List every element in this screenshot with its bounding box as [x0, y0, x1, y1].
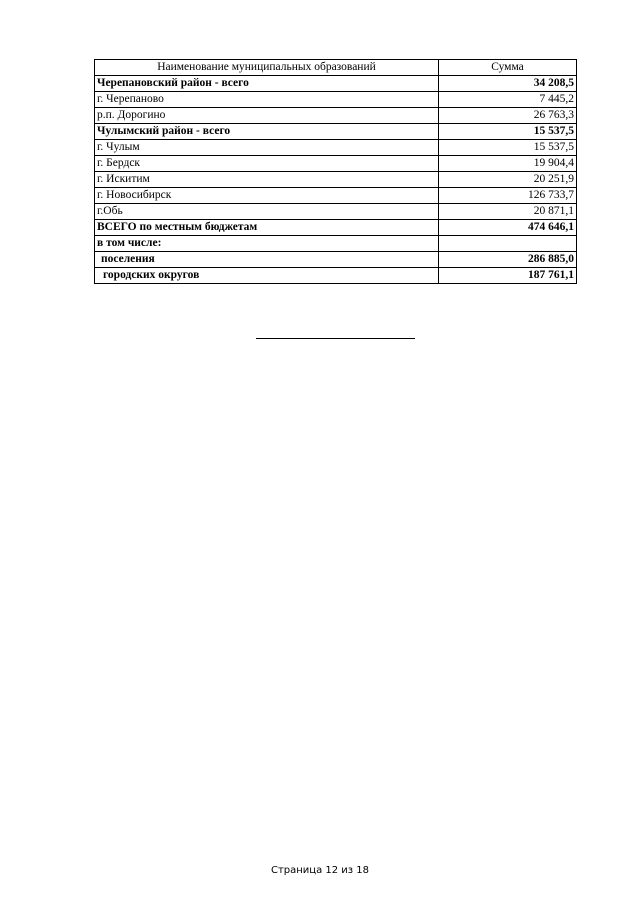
row-sum: 15 537,5 — [439, 140, 577, 156]
row-name: Черепановский район - всего — [95, 76, 439, 92]
row-sum: 286 885,0 — [439, 252, 577, 268]
table-row — [95, 156, 577, 172]
row-name: г. Черепаново — [95, 92, 439, 108]
row-name: г. Искитим — [95, 172, 439, 188]
budget-table — [94, 59, 577, 284]
table-row — [95, 124, 577, 140]
table-row — [95, 140, 577, 156]
row-name: в том числе: — [95, 236, 439, 252]
row-name: ВСЕГО по местным бюджетам — [95, 220, 439, 236]
row-name: г. Бердск — [95, 156, 439, 172]
row-sum: 7 445,2 — [439, 92, 577, 108]
row-sum: 20 251,9 — [439, 172, 577, 188]
table-row — [95, 108, 577, 124]
row-sum — [439, 236, 577, 252]
table-row — [95, 172, 577, 188]
row-sum: 34 208,5 — [439, 76, 577, 92]
row-sum: 187 761,1 — [439, 268, 577, 284]
table-row — [95, 188, 577, 204]
table-row — [95, 236, 577, 252]
table-row — [95, 204, 577, 220]
table-header-row — [95, 60, 577, 76]
row-name: р.п. Дорогино — [95, 108, 439, 124]
row-name: г. Чулым — [95, 140, 439, 156]
separator-line — [256, 338, 415, 339]
row-sum: 19 904,4 — [439, 156, 577, 172]
header-sum: Сумма — [439, 60, 577, 76]
row-sum: 26 763,3 — [439, 108, 577, 124]
table-row — [95, 252, 577, 268]
row-name: г. Новосибирск — [95, 188, 439, 204]
table-row — [95, 92, 577, 108]
row-sum: 20 871,1 — [439, 204, 577, 220]
row-name: Чулымский район - всего — [95, 124, 439, 140]
row-sum: 15 537,5 — [439, 124, 577, 140]
table-row — [95, 76, 577, 92]
header-name: Наименование муниципальных образований — [95, 60, 439, 76]
row-name: г.Обь — [95, 204, 439, 220]
table-row — [95, 220, 577, 236]
row-sum: 126 733,7 — [439, 188, 577, 204]
page-number: Страница 12 из 18 — [270, 865, 370, 876]
row-name: городских округов — [95, 268, 439, 284]
table-row — [95, 268, 577, 284]
row-sum: 474 646,1 — [439, 220, 577, 236]
row-name: поселения — [95, 252, 439, 268]
